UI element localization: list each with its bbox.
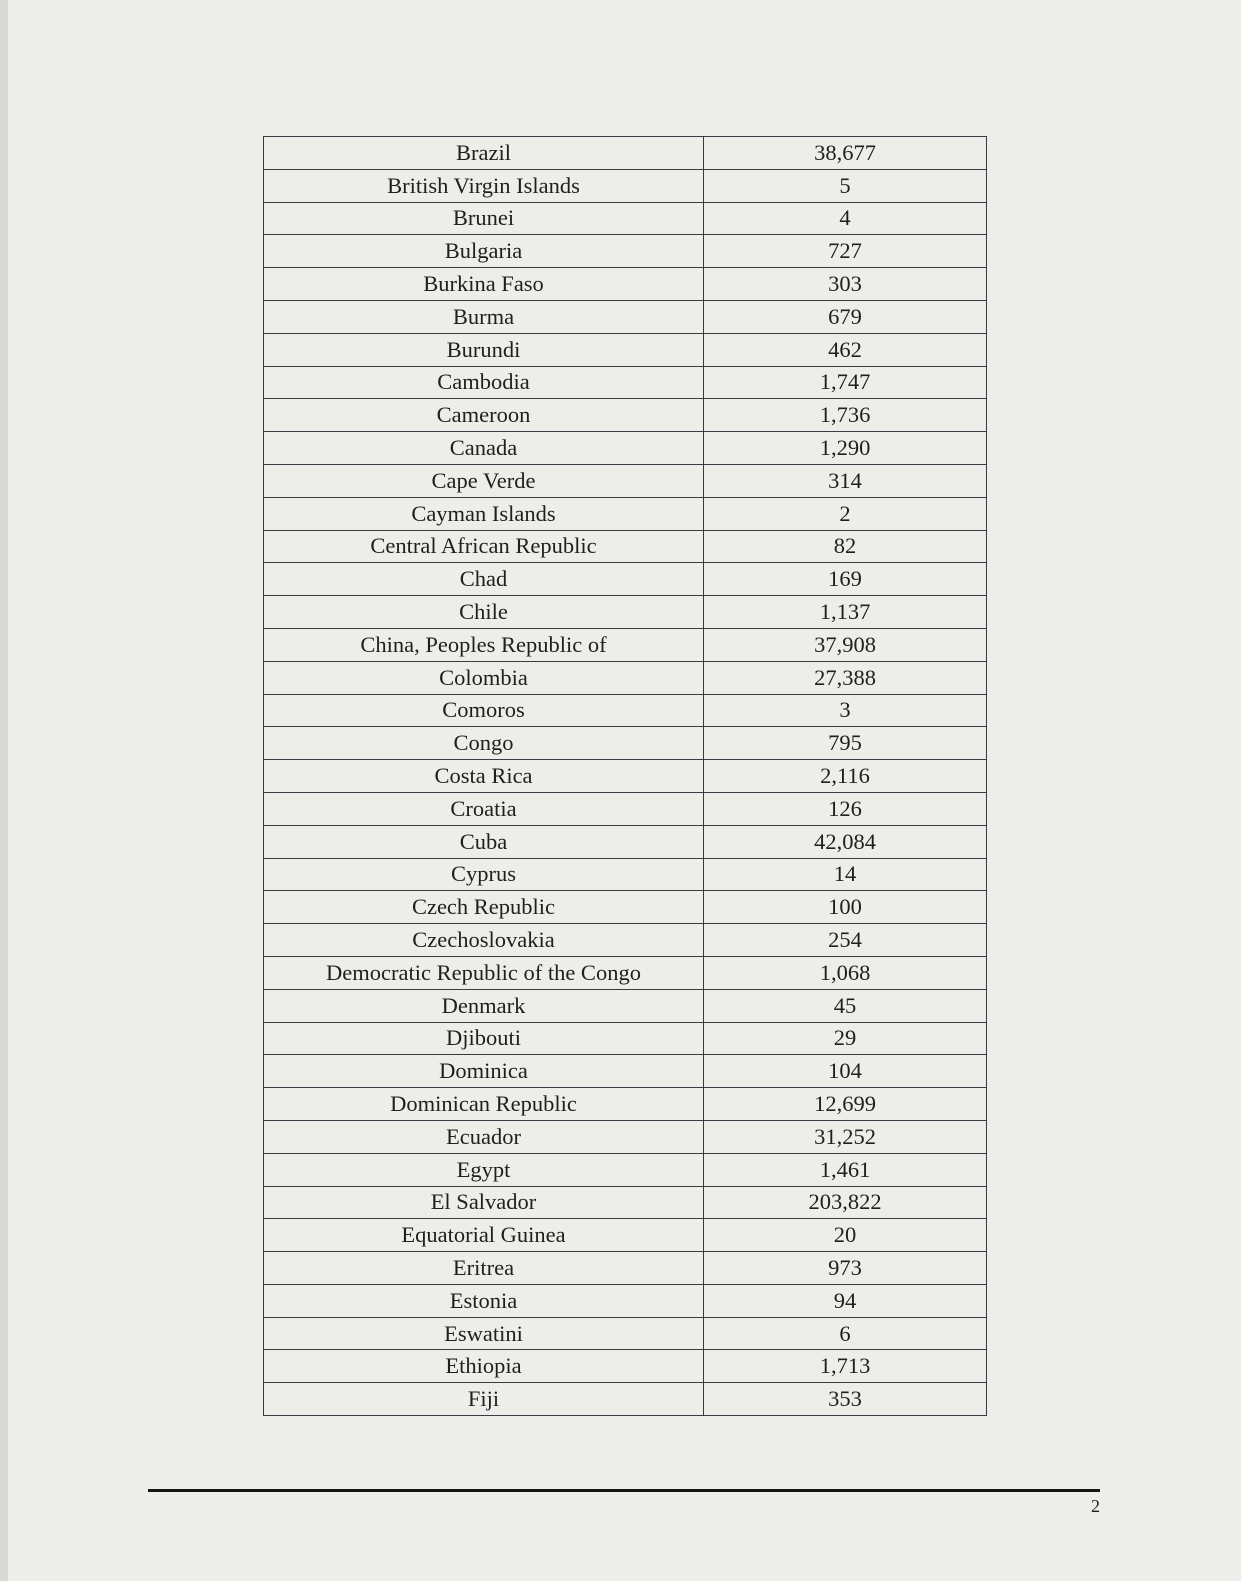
- country-cell: Cuba: [264, 825, 704, 858]
- table-row: [264, 792, 987, 825]
- country-cell: Dominica: [264, 1055, 704, 1088]
- table-row: [264, 333, 987, 366]
- count-cell: 42,084: [704, 825, 987, 858]
- table-row: [264, 300, 987, 333]
- count-cell: 45: [704, 989, 987, 1022]
- count-cell: 4: [704, 202, 987, 235]
- page-number: 2: [1091, 1496, 1100, 1516]
- table-row: [264, 432, 987, 465]
- country-cell: Denmark: [264, 989, 704, 1022]
- count-cell: 5: [704, 169, 987, 202]
- table-row: [264, 497, 987, 530]
- country-cell: Equatorial Guinea: [264, 1219, 704, 1252]
- table-row: [264, 530, 987, 563]
- table-row: [264, 1088, 987, 1121]
- table-body: [264, 137, 987, 1416]
- country-cell: Burkina Faso: [264, 268, 704, 301]
- table-row: [264, 825, 987, 858]
- table-row: [264, 268, 987, 301]
- country-cell: Czech Republic: [264, 891, 704, 924]
- footer-divider: [148, 1489, 1100, 1492]
- table-row: [264, 1252, 987, 1285]
- country-cell: Djibouti: [264, 1022, 704, 1055]
- country-cell: El Salvador: [264, 1186, 704, 1219]
- table-row: [264, 858, 987, 891]
- country-cell: Cayman Islands: [264, 497, 704, 530]
- country-cell: Cameroon: [264, 399, 704, 432]
- table-row: [264, 760, 987, 793]
- count-cell: 169: [704, 563, 987, 596]
- count-cell: 303: [704, 268, 987, 301]
- count-cell: 2: [704, 497, 987, 530]
- country-cell: Estonia: [264, 1284, 704, 1317]
- table-row: [264, 1383, 987, 1416]
- table-row: [264, 661, 987, 694]
- country-cell: Bulgaria: [264, 235, 704, 268]
- table-row: [264, 399, 987, 432]
- count-cell: 31,252: [704, 1120, 987, 1153]
- count-cell: 1,290: [704, 432, 987, 465]
- country-cell: Chad: [264, 563, 704, 596]
- count-cell: 314: [704, 464, 987, 497]
- country-count-table: [263, 136, 987, 1416]
- country-cell: Dominican Republic: [264, 1088, 704, 1121]
- country-cell: China, Peoples Republic of: [264, 628, 704, 661]
- count-cell: 679: [704, 300, 987, 333]
- country-cell: Cyprus: [264, 858, 704, 891]
- count-cell: 795: [704, 727, 987, 760]
- count-cell: 1,137: [704, 596, 987, 629]
- count-cell: 82: [704, 530, 987, 563]
- table-row: [264, 1120, 987, 1153]
- country-cell: Chile: [264, 596, 704, 629]
- country-cell: Democratic Republic of the Congo: [264, 956, 704, 989]
- count-cell: 126: [704, 792, 987, 825]
- country-cell: Fiji: [264, 1383, 704, 1416]
- table-row: [264, 956, 987, 989]
- page-edge-shadow: [0, 0, 8, 1581]
- count-cell: 1,461: [704, 1153, 987, 1186]
- count-cell: 203,822: [704, 1186, 987, 1219]
- table-row: [264, 202, 987, 235]
- country-cell: Ethiopia: [264, 1350, 704, 1383]
- country-cell: Central African Republic: [264, 530, 704, 563]
- table-row: [264, 989, 987, 1022]
- table-row: [264, 366, 987, 399]
- count-cell: 29: [704, 1022, 987, 1055]
- table-row: [264, 1022, 987, 1055]
- count-cell: 254: [704, 924, 987, 957]
- country-cell: Costa Rica: [264, 760, 704, 793]
- count-cell: 2,116: [704, 760, 987, 793]
- table-row: [264, 924, 987, 957]
- table-row: [264, 628, 987, 661]
- country-cell: Cape Verde: [264, 464, 704, 497]
- table-row: [264, 563, 987, 596]
- table-row: [264, 694, 987, 727]
- count-cell: 3: [704, 694, 987, 727]
- country-cell: Brazil: [264, 137, 704, 170]
- country-cell: Congo: [264, 727, 704, 760]
- count-cell: 1,713: [704, 1350, 987, 1383]
- table-row: [264, 137, 987, 170]
- count-cell: 20: [704, 1219, 987, 1252]
- table-row: [264, 727, 987, 760]
- table-row: [264, 169, 987, 202]
- country-cell: Brunei: [264, 202, 704, 235]
- table-row: [264, 1350, 987, 1383]
- count-cell: 12,699: [704, 1088, 987, 1121]
- table-row: [264, 464, 987, 497]
- table-row: [264, 596, 987, 629]
- country-cell: Eritrea: [264, 1252, 704, 1285]
- country-cell: Colombia: [264, 661, 704, 694]
- table-row: [264, 1153, 987, 1186]
- count-cell: 100: [704, 891, 987, 924]
- count-cell: 14: [704, 858, 987, 891]
- count-cell: 27,388: [704, 661, 987, 694]
- count-cell: 104: [704, 1055, 987, 1088]
- country-cell: Croatia: [264, 792, 704, 825]
- table-row: [264, 891, 987, 924]
- country-cell: Burma: [264, 300, 704, 333]
- country-cell: Egypt: [264, 1153, 704, 1186]
- country-cell: Czechoslovakia: [264, 924, 704, 957]
- count-cell: 462: [704, 333, 987, 366]
- count-cell: 1,068: [704, 956, 987, 989]
- count-cell: 38,677: [704, 137, 987, 170]
- table-row: [264, 1284, 987, 1317]
- country-cell: British Virgin Islands: [264, 169, 704, 202]
- table-row: [264, 1317, 987, 1350]
- table-row: [264, 1055, 987, 1088]
- country-cell: Canada: [264, 432, 704, 465]
- count-cell: 6: [704, 1317, 987, 1350]
- country-cell: Burundi: [264, 333, 704, 366]
- count-cell: 973: [704, 1252, 987, 1285]
- table-row: [264, 1186, 987, 1219]
- country-cell: Ecuador: [264, 1120, 704, 1153]
- table-row: [264, 235, 987, 268]
- country-cell: Comoros: [264, 694, 704, 727]
- country-cell: Eswatini: [264, 1317, 704, 1350]
- count-cell: 727: [704, 235, 987, 268]
- count-cell: 353: [704, 1383, 987, 1416]
- count-cell: 1,736: [704, 399, 987, 432]
- table-row: [264, 1219, 987, 1252]
- count-cell: 94: [704, 1284, 987, 1317]
- count-cell: 37,908: [704, 628, 987, 661]
- count-cell: 1,747: [704, 366, 987, 399]
- country-cell: Cambodia: [264, 366, 704, 399]
